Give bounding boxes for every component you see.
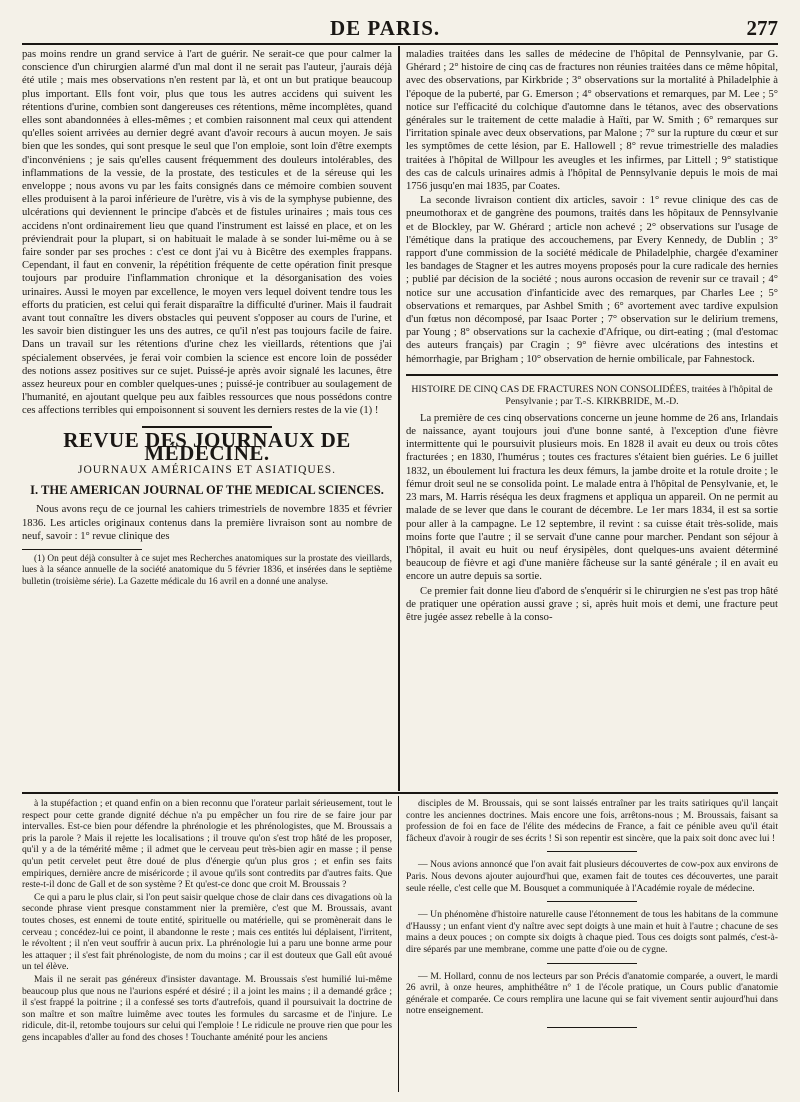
bottom-column-divider	[398, 796, 399, 1092]
column-divider	[398, 46, 400, 791]
body-paragraph: La première de ces cinq observations concerne un jeune homme de 26 ans, Irlandais de naissance, ayant toujours joui d'une bonne santé, à l'exception d'une fièvre intermittente qui le poursuivit plusieurs mois. En 1828 il avait eu deux ou trois côtes fracturées ; en 1830, l'humérus ; toutes ces fractures s'étaient bien guéries. Le 6 juillet 1832, un éboulement lui fractura les deux fémurs, la jambe droite et la rotule droite ; le fémur droit seul ne se consolida point. Le malade entra à l'hôpital de Pensylvanie, et, le 23 mars, M. Harris réséqua les deux fragmens et appliqua un appareil. On ne permit au malade de se lever que dans le courant de décembre. Le 1er mars 1834, il est sa sortie pour aller à la campagne. Le 12 septembre, il revint : sa cuisse était très-solide, mais moins forte que l'autre ; il se servait d'une canne pour marcher. Pendant son séjour à l'hôpital, il avait eu huit ou neuf érysipèles, dont quelques-uns avaient déterminé beaucoup de fièvre et agi d'une manière fâcheuse sur la santé générale ; il en avait eu encore un autre depuis sa sortie.	[406, 412, 778, 583]
footnote-rule	[22, 549, 142, 550]
body-paragraph: La seconde livraison contient dix articles, savoir : 1° revue clinique des cas de pneumothorax et de gangrène des poumons, traités dans les hôpitaux de Pennsylvanie et de Blockley, par W. Ghérard ; article non achevé ; 2° observations sur l'usage de l'émétique dans la pratique des accouchemens, par Every Kennedy, de Dublin ; 3° rapport d'une commission de la société médicale de Philadelphie, chargée d'examiner les bandages de Stagner et les autres moyens proposés pour la cure radicale des hernies ; publié par décision de la société ; nous aurons occasion de revenir sur ce travail ; 4° notice sur une accusation d'infanticide avec des remarques, par Charles Lee ; 5° observations et remarques, par Ashbel Smith ; 6° avortement avec tardive expulsion d'un fœtus non décomposé, par Isaac Porter ; 7° observation sur le delirium tremens, par Young ; 8° observations sur la cachexie d'Afrique, ou dirt-eating ; (mal d'estomac des auteurs français) par Cragin ; 9° fièvre avec ulcérations des intestins et hémorrhagie, par Brigham ; 10° observation de hernie ombilicale, par Fahnestock.	[406, 195, 778, 365]
feuilleton-rule	[22, 792, 778, 794]
running-head: DE PARIS.	[330, 16, 441, 40]
left-column	[22, 48, 392, 790]
revue-intro: Nous avons reçu de ce journal les cahiers trimestriels de novembre 1835 et février 1836. Les articles originaux contenus dans la première livraison sont au nombre de neuf, savoir : 1° revue clinique des	[22, 504, 392, 542]
body-paragraph: pas moins rendre un grand service à l'art de guérir. Ne serait-ce que pour calmer la conscience d'un chirurgien alarmé d'un mal dont il ne serait pas l'auteur, j'aurais déjà été utile ; mais mes observations n'en restent par là, et ont un but pratique beaucoup plus important. Ells font voir, plus que tous les autres accidens qui suivent les rétentions d'urine, combien sont dangereuses ces rétentions, même incomplètes, quand elles sont abandonnées à elles-mêmes ; et combien raisonnent mal ceux qui attendent qu'elles soient arrivées au dernier degré avant d'avoir recours à aucun moyen. Je sais bien que les sondes, qui sont presque le seul que l'on emploie, sont loin d'être exempts d'inconvéniens ; je sais qu'elles causent fréquemment des douleurs intolérables, des inflammations de la vessie, de la prostate, des testicules et de la séreuse qui les enveloppe ; nous avons vu par les faits consignés dans ce mémoire combien souvent elles produisent à la paroi inférieure de l'urètre, vis à vis de la symphyse pubienne, des ulcérations qui deviennent le principe d'abcès et de fistules urinaires ; mais tous ces accidens n'ont ordinairement lieu que quand l'instrument est laissé en place, et on les préviendrait pour la plupart, si on habituait le malade à se sonder lui-même ou à se faire sonder par ses proches : c'est ce dont j'ai vu à Bicêtre des exemples frappans. Cependant, il faut en convenir, la répétition fréquente de cette opération finit presque toujours par produire l'inflammation chronique et la désorganisation des voies urinaires. Aussi le moyen par excellence, le moyen vers lequel doivent tendre tous les efforts du praticien, est celui qui ferait disparaître la difficulté d'uriner. Mais il faudrait avant tout connaître les divers obstacles qui peuvent s'opposer au cours de l'urine, et les savoir bien distinguer les uns des autres, ce qu'il n'est pas toujours facile de faire. Dans un travail sur les rétentions d'urine chez les vieillards, rétentions que j'ai spécialement observées, je ferai voir combien la science est encore loin de posséder des notions assez positives sur ce sujet. Puissé-je après avoir signalé les lacunes, être assez heureux pour en combler quelques-unes ; puissé-je contribuer au soulagement de l'humanité, en ajoutant quelque peu aux faibles ressources que nous possédons contre ces affections terribles qui empoisonnent si souvent les derniers restes de la vie (1) !	[22, 49, 392, 417]
news-rule	[547, 851, 637, 852]
end-rule	[547, 1027, 637, 1028]
section-rule	[406, 374, 778, 376]
right-column	[406, 48, 778, 790]
body-paragraph: maladies traitées dans les salles de médecine de l'hôpital de Pennsylvanie, par G. Ghérard ; 2° histoire de cinq cas de fractures non réunies traitées dans ce même hôpital, avec des observations, par Kirkbride ; 3° observations sur la mortalité à Philadelphie à l'époque de la puberté, par G. Emerson ; 4° observations et remarques, par M. Lee ; 5° notice sur l'efficacité du colchique d'automne dans le tétanos, avec des observations générales sur le traitement de cette maladie à Haïti, par W. Smith ; 6° remarques sur l'irritation spinale avec deux observations, par Malone ; 7° sur la rupture du cœur et sur les symptômes de cette lésion, par E. Hallowell ; 8° revue trimestrielle des maladies traitées à l'hôpital de Willpour les aveugles et les infirmes, par Littell ; 9° statistique des cas de calculs urinaires admis à l'hôpital de Pennsylvanie depuis le mois de mai 1756 jusqu'en mai 1835, par Coates.	[406, 49, 778, 193]
article-heading: HISTOIRE DE CINQ CAS DE FRACTURES NON CONSOLIDÉES, traitées à l'hôpital de Pensylvanie ; par T.-S. KIRKBRIDE, M.-D.	[411, 383, 773, 407]
footnote-text: (1) On peut déjà consulter à ce sujet mes Recherches anatomiques sur la prostate des vieillards, lues à la séance annuelle de la société anatomique du 5 février 1836, et insérées dans le septième bulletin (troisième série). La Gazette médicale du 16 avril en a donné une analyse.	[22, 553, 392, 587]
header-rule	[22, 43, 778, 45]
news-rule	[547, 901, 637, 902]
journal-heading: I. THE AMERICAN JOURNAL OF THE MEDICAL SCIENCES.	[30, 483, 384, 498]
news-item: — M. Hollard, connu de nos lecteurs par son Précis d'anatomie comparée, a ouvert, le mardi 26 avril, à onze heures, amphithéâtre n° 1 de l'école pratique, un Cours public d'anatomie générale et comparée. Ce cours remplira une lacune qui se fait vivement sentir aujourd'hui dans notre enseignement.	[406, 970, 778, 1017]
news-rule	[547, 963, 637, 964]
section-title: REVUE DES JOURNAUX DE MÉDECINE.	[63, 427, 351, 465]
section-subtitle: JOURNAUX AMÉRICAINS ET ASIATIQUES.	[77, 464, 337, 477]
body-paragraph: à la stupéfaction ; et quand enfin on a bien reconnu que l'orateur parlait sérieusement, tout le respect pour cette grande dignité déchue n'a pu empêcher un fou rire de se faire jour par intervalles. Est-ce bien pour défendre la phrénologie et les phrénologistes, que M. Broussais a pris la parole ? Mais il rejette les localisations ; il trouve qu'on s'est trop hâté de les proposer, qu'il y a de la témérité même ; il admet que le cerveau peut très-bien agir en masse ; il pense qu'un petit cervelet peut être doué de plus d'énergie qu'un plus gros ; et enfin ses faits empiriques, dernière ancre de miséricorde ; il avoue qu'ils sont contredits par d'autres faits. Que reste-t-il donc de Gall et de son système ? Et qu'est-ce donc que croit M. Broussais ?	[22, 798, 392, 891]
body-paragraph: Ce qui a paru le plus clair, si l'on peut saisir quelque chose de clair dans ces divagations où la seconde phrase vient presque constamment nier la première, c'est que M. Broussais, avant toutes choses, est ennemi de toute entité, spirituelle ou matérielle, qui se promènerait dans le cerveau ; concédez-lui ce point, il abandonne le reste ; mais ces entités lui déplaisent, l'irritent, le révoltent ; il n'en veut souffrir à aucun prix. La phrénologie lui a paru une bonne arme pour les attaquer ; il s'est fait phrénologiste, de nom du moins ; car il est douteux que Gall eût avoué un tel élève.	[22, 891, 392, 973]
body-paragraph: Ce premier fait donne lieu d'abord de s'enquérir si le chirurgien ne s'est pas trop hâté de pratiquer une opération aussi grave ; si, après huit mois et demi, une fracture peut être jugée assez rebelle à la conso-	[406, 585, 778, 623]
news-item: — Nous avions annoncé que l'on avait fait plusieurs découvertes de cow-pox aux environs de Paris. Nous devons ajouter aujourd'hui que, examen fait de toutes ces découvertes, une parait seule réelle, c'est celle que M. Bousquet a communiquée à l'Académie royale de médecine.	[406, 859, 778, 894]
feuilleton-right	[406, 798, 778, 1094]
feuilleton-left	[22, 798, 392, 1094]
body-paragraph: disciples de M. Broussais, qui se sont laissés entraîner par les traits satiriques qu'il lançait contre les anciennes doctrines. Mais encore une fois, arrêtons-nous ; M. Broussais, faisant sa profession de foi en face de l'élite des médecins de France, a fait ce pénible aveu qu'il était fâcheux d'avoir à rougir de ses écrits ! Si son repentir est sincère, que la paix soit donc avec lui !	[406, 798, 778, 844]
body-paragraph: Mais il ne serait pas généreux d'insister davantage. M. Broussais s'est humilié lui-même beaucoup plus que nous ne l'aurions espéré et désiré ; il a joint les mains ; il a demandé grâce ; il s'est frappé la poitrine ; il a confessé ses torts d'autrefois, quand il poursuivait la doctrine de son maître et son maître luimême avec toutes les formules du sarcasme et de l'injure. Le ridicule, dit-il, retombe toujours sur celui qui l'emploie ! Le ridicule ne prouve rien que pour les gens incapables d'aller au fond des choses ! Touchante aménité pour les anciens	[22, 973, 392, 1043]
footnote	[22, 554, 392, 588]
news-item: — Un phénomène d'histoire naturelle cause l'étonnement de tous les habitans de la commune d'Haussy ; un enfant vient d'y naître avec sept doigts à une main et huit à l'autre ; chacune de ses mains a deux pouces ; on compte six doigts à chaque pied. Tous ces doigts sont palmés, c'est-à-dire séparés par une membrane, comme une patte d'oie ou de cygne.	[406, 909, 778, 955]
page-number: 277	[746, 16, 778, 40]
